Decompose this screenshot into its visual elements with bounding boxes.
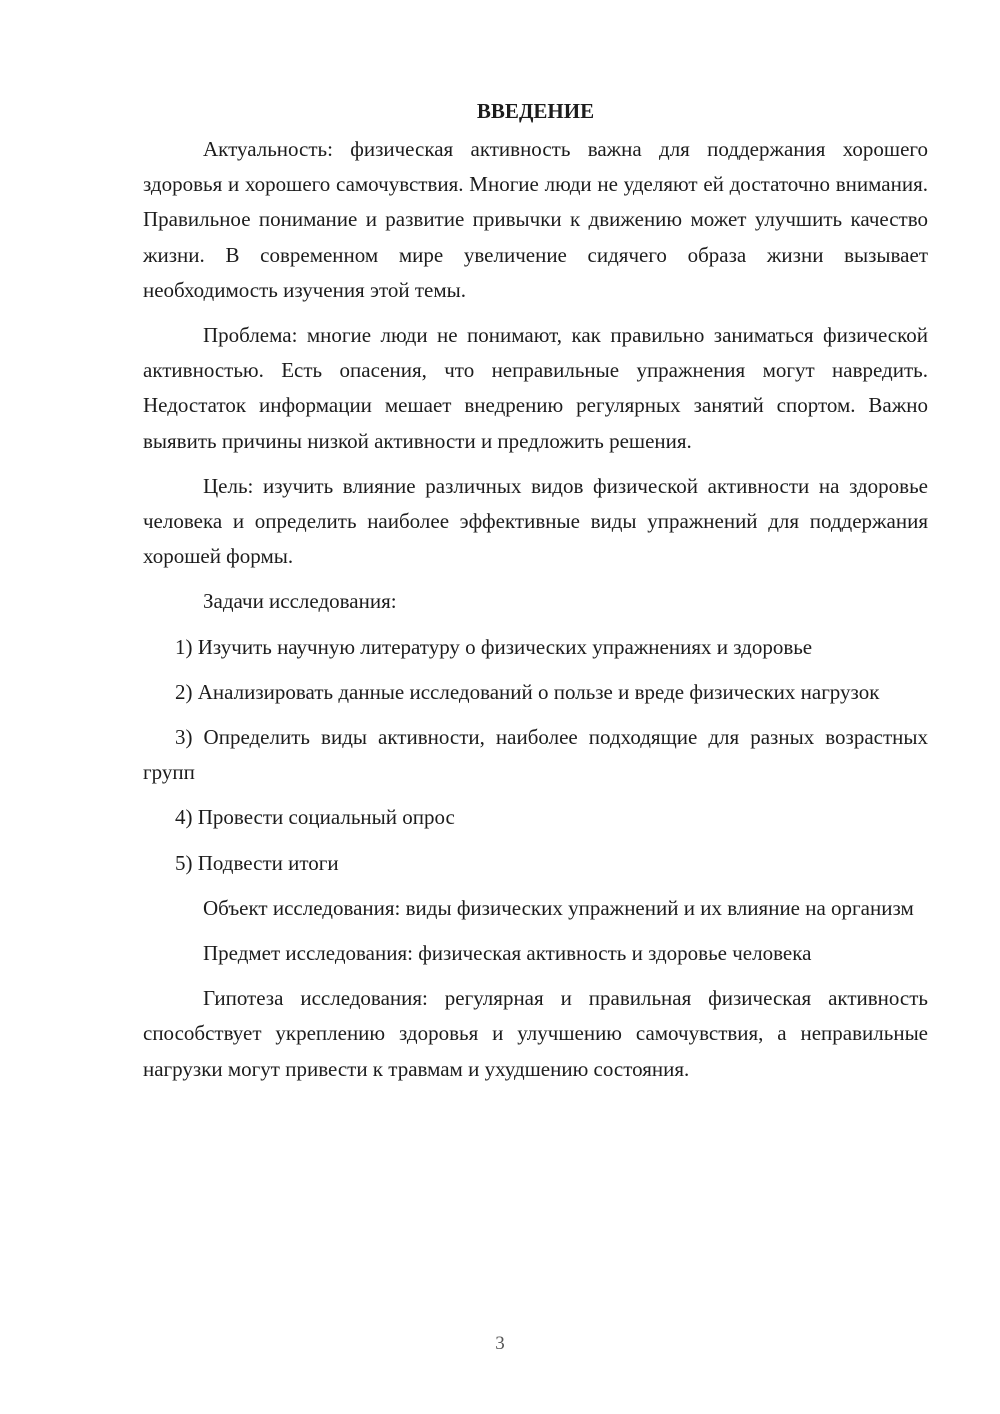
hypothesis-paragraph: Гипотеза исследования: регулярная и правильная физическая активность способствует укреплению здоровья и улучшению самочувствия, а неправильные нагрузки могут привести к травмам и ухудшению состояния. — [143, 986, 928, 1081]
tasks-heading: Задачи исследования: — [203, 589, 397, 614]
section-title: ВВЕДЕНИЕ — [476, 99, 595, 123]
relevance-paragraph: Актуальность: физическая активность важна для поддержания хорошего здоровья и хорошего самочувствия. Многие люди не уделяют ей достаточно внимания. Правильное понимание и развитие привычки к движению может улучшить качество жизни. В современном мире увеличение сидячего образа жизни вызывает необходимость изучения этой темы. — [143, 137, 928, 302]
problem-paragraph: Проблема: многие люди не понимают, как правильно заниматься физической активностью. Есть опасения, что неправильные упражнения могут навредить. Недостаток информации мешает внедрению регулярных занятий спортом. Важно выявить причины низкой активности и предложить решения. — [143, 323, 928, 453]
subject-paragraph: Предмет исследования: физическая активность и здоровье человека — [203, 941, 812, 966]
object-paragraph: Объект исследования: виды физических упражнений и их влияние на организм — [203, 895, 914, 920]
task-item: 5) Подвести итоги — [175, 850, 339, 875]
task-item: 2) Анализировать данные исследований о пользе и вреде физических нагрузок — [175, 679, 880, 704]
document-page — [143, 96, 928, 1097]
task-item: 1) Изучить научную литературу о физических упражнениях и здоровье — [175, 634, 813, 659]
goal-paragraph: Цель: изучить влияние различных видов физической активности на здоровье человека и определить наиболее эффективные виды упражнений для поддержания хорошей формы. — [143, 473, 928, 569]
page-number: 3 — [495, 1333, 505, 1354]
task-item: 3) Определить виды активности, наиболее подходящие для разных возрастных групп — [143, 725, 928, 785]
task-item: 4) Провести социальный опрос — [175, 805, 455, 830]
